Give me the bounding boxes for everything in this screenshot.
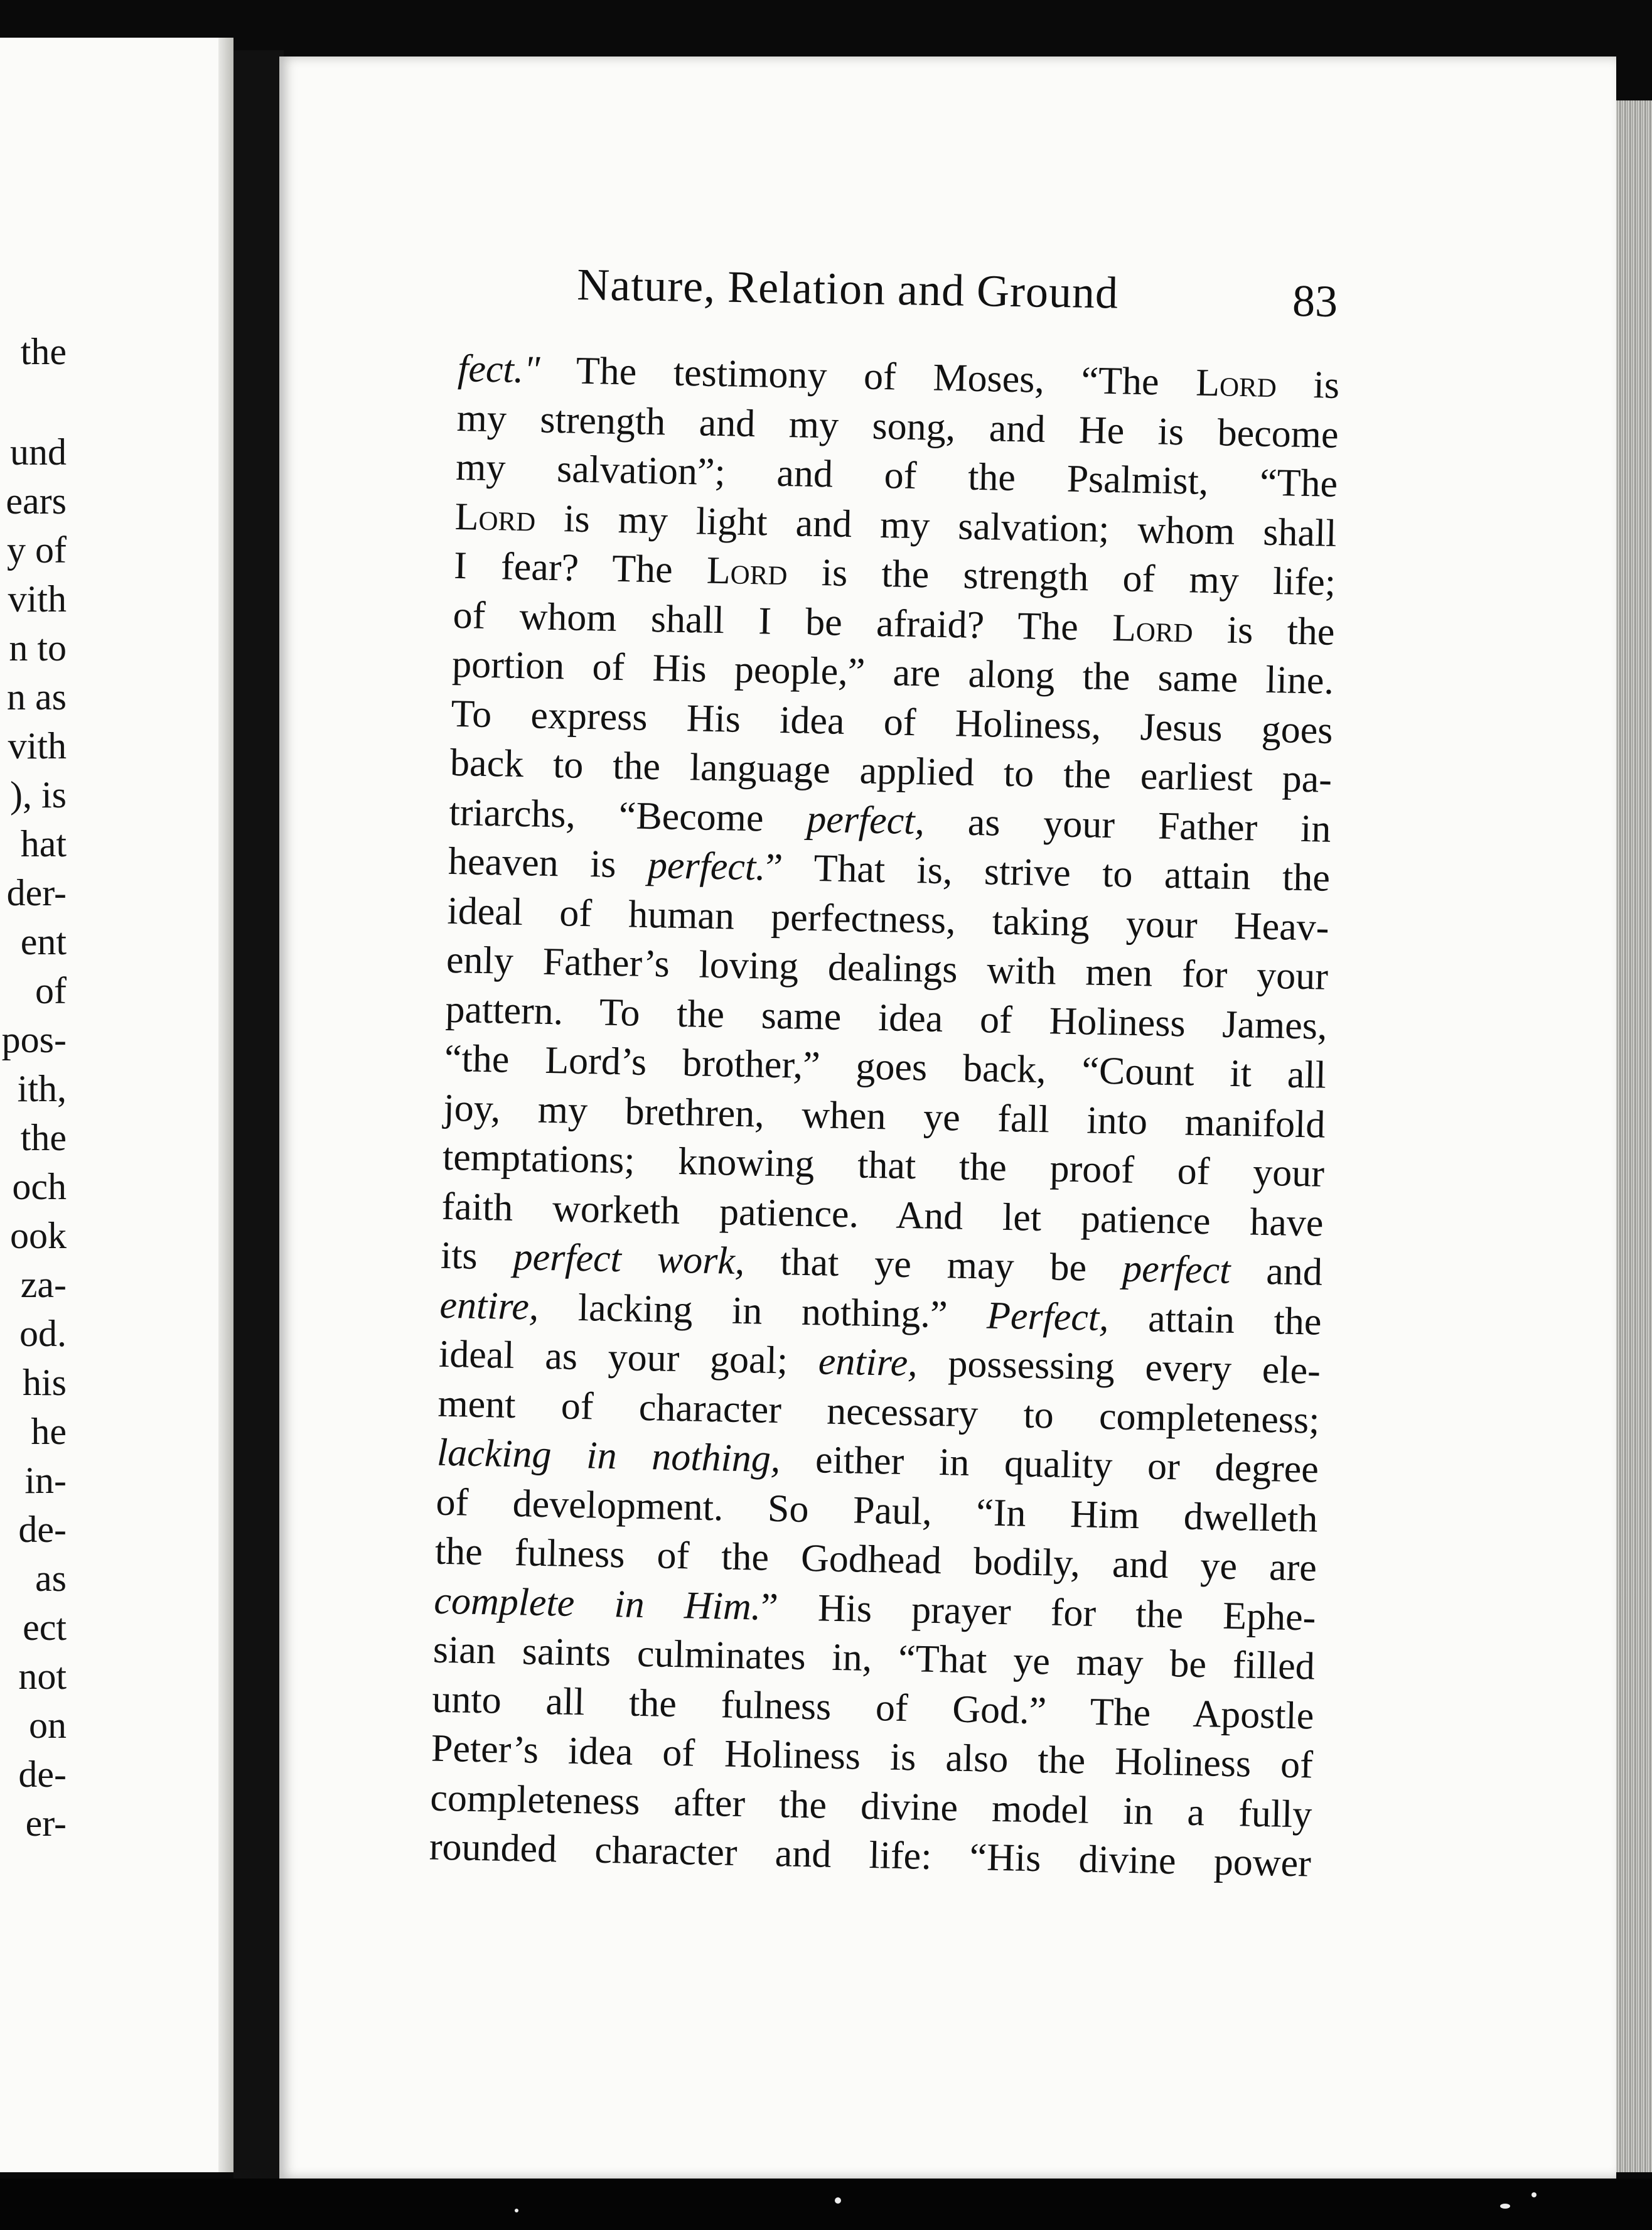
page-number: 83 [1292,275,1338,327]
italic-phrase: perfect [1122,1247,1231,1292]
left-page-fragment: in- [24,1460,67,1501]
left-page-fragment: of [35,970,67,1011]
text-run: my salvation”; and of the Psalmist, “The [455,445,1338,505]
small-caps-word: Lord [1195,361,1277,406]
small-caps-word: Lord [706,549,788,594]
italic-phrase: fect." [457,347,540,392]
text-run: pattern. To the same idea of Holiness James, [445,988,1328,1048]
left-page-fragment: n as [7,676,67,718]
left-page-fragment: de- [18,1509,67,1550]
left-page-fragment: ect [23,1607,67,1648]
text-run: my strength and my song, and He is become [456,396,1339,456]
left-page-fragment: ), is [10,774,67,816]
small-caps-word: Lord [454,495,537,539]
text-run: joy, my brethren, when ye fall into manifold [442,1086,1326,1146]
text-run: temptations; knowing that the proof of your [442,1135,1325,1195]
left-page-fragment: de- [18,1753,67,1795]
left-page-fragment: vith [8,725,67,767]
left-page-fragment: vith [8,578,67,620]
text-run: is the strength of my life; [786,551,1336,604]
left-page-fragment: n to [9,627,67,669]
text-run: triarchs, “Become [449,790,808,841]
text-run: faith worketh patience. And let patience have [441,1185,1324,1245]
left-page-fragment: ook [10,1215,67,1256]
page-edges [1616,100,1652,2172]
italic-phrase: entire, [439,1283,540,1328]
italic-phrase: Perfect, [986,1293,1110,1339]
left-page-fragment: the [20,331,67,372]
left-page-fragment: he [31,1411,67,1452]
text-run: is my light and my salvation; whom shall [535,496,1338,555]
text-run: back to the language applied to the earliest pa- [449,741,1333,801]
text-run: lacking in nothing.” [538,1285,987,1337]
left-page-fragment: not [18,1656,67,1697]
italic-phrase: complete in Him. [433,1579,761,1629]
text-run: sian saints culminates in, “That ye may be filled [432,1628,1316,1688]
text-run: ideal of human perfectness, taking your Heav- [447,889,1330,949]
italic-phrase: perfect, [806,797,925,843]
left-page-fragment: on [29,1705,67,1746]
text-run: and [1230,1249,1323,1294]
left-page-fragment: und [10,431,67,473]
left-page-fragment: the [20,1117,67,1158]
text-run: portion of His people,” are along the same line. [451,642,1334,703]
text-run: is the [1193,608,1336,654]
left-page-fragment: pos- [1,1019,67,1060]
text-run: ideal as your goal; [438,1332,819,1383]
text-run: either in quality or degree [780,1438,1319,1491]
text-run: that ye may be [744,1240,1123,1290]
left-page-fragment: ent [20,921,67,962]
text-run: enly Father’s loving dealings with men for your [446,938,1329,998]
italic-phrase: entire, [818,1340,918,1385]
text-run: of development. So Paul, “In Him dwelleth [435,1480,1318,1541]
text-run: To express His idea of Holiness, Jesus goes [451,692,1334,752]
text-run: Peter’s idea of Holiness is also the Holiness of [431,1726,1314,1787]
left-page-fragment: as [35,1558,67,1599]
text-run: ” His prayer for the Ephe- [760,1585,1316,1639]
text-run: “the Lord’s brother,” goes back, “Count it all [444,1037,1327,1097]
text-run: possessing every ele- [917,1342,1321,1392]
text-run: ” That is, strive to attain the [765,846,1331,900]
text-run: as your Father in [924,799,1332,851]
text-run: ment of character necessary to completeness; [437,1382,1320,1442]
left-page-fragment: hat [20,823,67,865]
text-run: heaven is [448,839,648,886]
left-page-fragment: och [12,1166,67,1207]
left-page-fragment: y of [7,529,67,571]
running-title: Nature, Relation and Ground [576,259,1119,318]
text-run: its [440,1234,514,1278]
book-spine-gutter [233,50,284,2197]
left-page-fragment: er- [25,1802,67,1844]
text-run: unto all the fulness of God.” The Apostle [431,1678,1314,1738]
body-text [429,344,1339,1888]
left-page-fragment: der- [6,872,67,913]
text-run: is [1276,363,1340,407]
small-caps-word: Lord [1112,606,1194,651]
scan-bottom-edge [0,2179,1652,2230]
left-page-fragment: ears [6,480,67,522]
text-run: of whom shall I be afraid? The [453,593,1113,649]
italic-phrase: lacking in nothing, [436,1431,781,1481]
text-run: attain the [1108,1296,1322,1344]
text-run: I fear? The [453,544,707,592]
italic-phrase: perfect. [647,843,766,889]
left-page-fragment: od. [19,1313,67,1354]
text-run: the fulness of the Godhead bodily, and ye are [434,1529,1317,1590]
left-page-text-fragments [0,0,69,2135]
italic-phrase: perfect work, [513,1235,746,1283]
text-run: rounded character and life: “His divine power [429,1825,1312,1885]
left-page-gutter-shadow [218,38,233,2172]
left-page-fragment: ith, [17,1068,67,1109]
text-run: completeness after the divine model in a fully [429,1776,1312,1836]
left-page-fragment: za- [20,1264,67,1305]
text-run: The testimony of Moses, “The [539,348,1196,404]
left-page-fragment: his [22,1362,67,1403]
